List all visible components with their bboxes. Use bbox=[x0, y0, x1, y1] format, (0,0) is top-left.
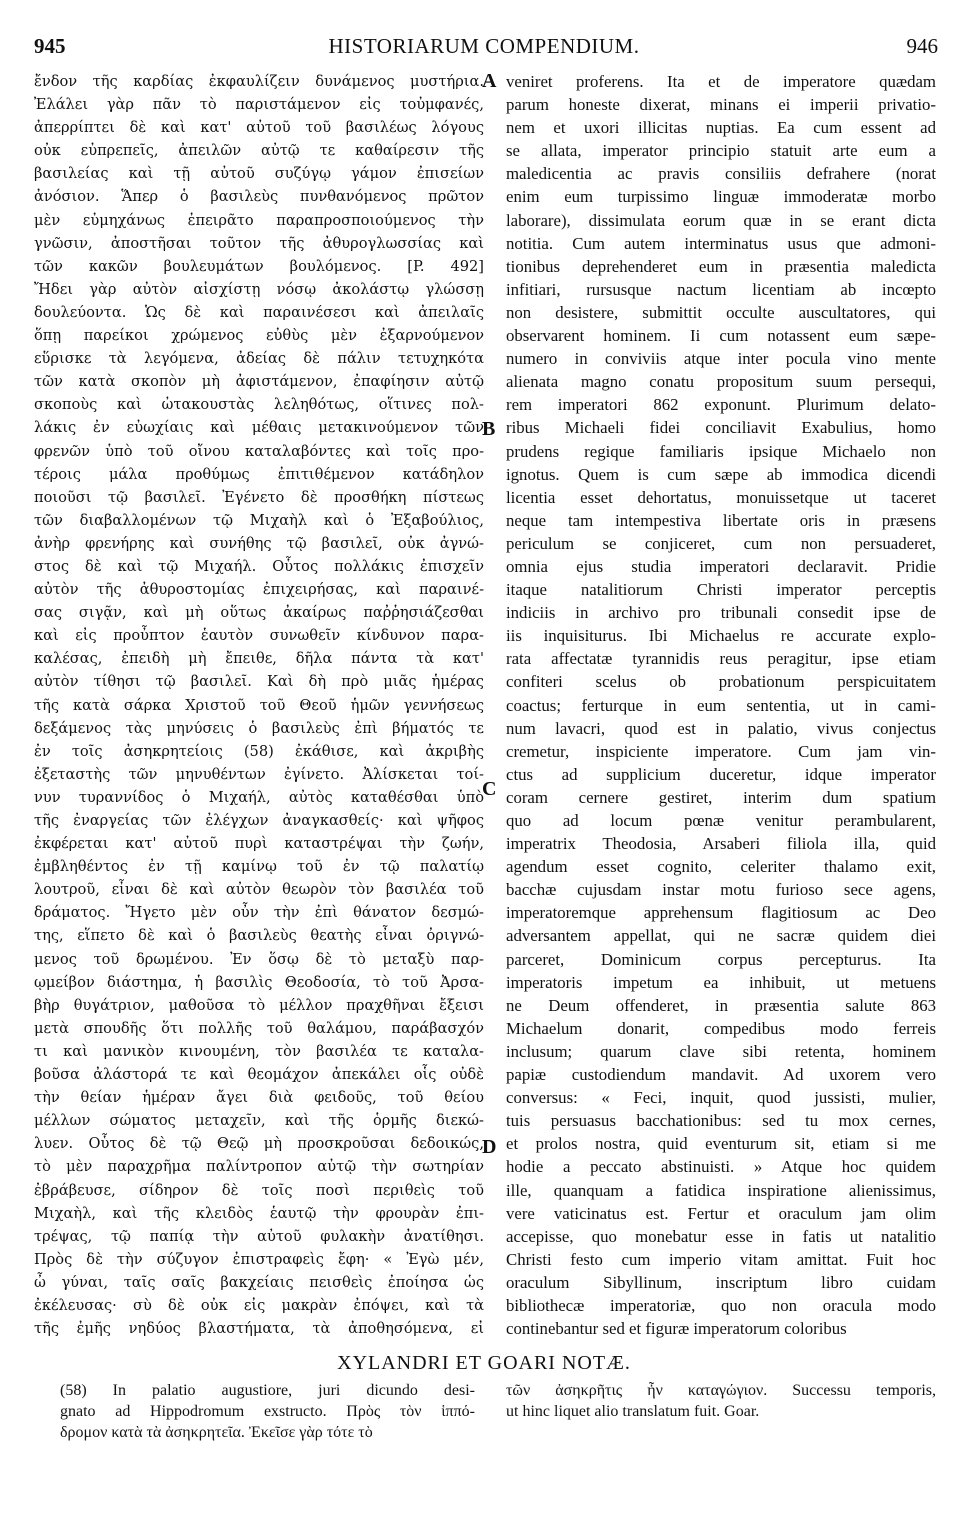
latin-text-line: ribus Michaeli fidei conciliavit Exabulius, homo bbox=[506, 418, 936, 438]
latin-text-line: parceret, Dominicum corpus percepturus. Ita bbox=[506, 949, 936, 969]
note-line: (58) In palatio augustiore, juri dicundo desi- bbox=[60, 1382, 475, 1399]
latin-text-line: laborare), dissimulata eorum quæ in se erant dicta bbox=[506, 210, 936, 230]
greek-text-line: δράματος. Ἤγετο μὲν οὖν τὴν ἐπὶ θάνατον δεσμώ- bbox=[34, 904, 484, 922]
notes-right-column bbox=[506, 1380, 936, 1422]
latin-text-line: papiæ custodiendum mandavit. Ad uxorem vero bbox=[506, 1065, 936, 1085]
latin-text-line: quo ad locum pœnæ venitur perambularent, bbox=[506, 811, 936, 830]
greek-text-line: της, εἵπετο δὲ καὶ ὁ βασιλεὺς θεατὴς εἶναι ὀριγνώ- bbox=[34, 927, 484, 945]
latin-text-line: inclusum; quarum clave sibi retenta, hominem bbox=[506, 1041, 936, 1061]
greek-text-line: ἐβράβευσε, σίδηρον δὲ τοῖς ποσὶ περιθεὶς τοῦ bbox=[34, 1181, 484, 1199]
greek-text-line: Μιχαὴλ, καὶ τῆς κλειδὸς ἑαυτῷ τὴν φρουρὰν ἐπι- bbox=[34, 1204, 484, 1222]
latin-text-line: notitia. Cum autem interminatus usus que admoni- bbox=[506, 233, 936, 253]
greek-text-line: ἀνόσιον. Ἅπερ ὁ βασιλεὺς πυνθανόμενος πρῶτον bbox=[34, 188, 484, 206]
latin-text-line: ne Deum offenderet, in præsentia salute 863 bbox=[506, 995, 936, 1015]
page-header bbox=[30, 34, 938, 64]
greek-text-line: αὐτὸν τίθησι τῷ βασιλεῖ. Καὶ δὴ πρὸ μιᾶς ἡμέρας bbox=[34, 673, 484, 691]
latin-text-line: neque tam intempestiva libertate oris in præsens bbox=[506, 510, 936, 530]
greek-text-line: τι καὶ μανικὸν κινουμένη, τὸν βασιλέα τε καταλα- bbox=[34, 1042, 484, 1060]
latin-text-line: rata affectatæ tyrannidis reus peragitur, ipse etiam bbox=[506, 649, 936, 669]
section-marker-b: B bbox=[482, 418, 496, 440]
greek-text-line: ἀπερρίπτει δὲ καὶ κατ' αὐτοῦ τοῦ βασιλέως λόγους bbox=[34, 119, 484, 137]
latin-text-line: conversus: « Feci, inquit, quod jussisti, mulier, bbox=[506, 1088, 936, 1108]
latin-text-line: Christi festo cum imperio vitam amittat. Fuit hoc bbox=[506, 1249, 936, 1269]
greek-text-line: ἐν τοῖς ἀσηκρητείοις (58) ἐκάθισε, καὶ ἀκριβὴς bbox=[34, 742, 484, 760]
running-title: HISTORIARUM COMPENDIUM. bbox=[328, 34, 640, 58]
latin-text-line: licentia esset dehortatus, monuissetque ut taceret bbox=[506, 487, 936, 507]
greek-text-line: ἐκφέρεται κατ' αὐτοῦ πυρὶ καταστρέψαι τὴν ζωήν, bbox=[34, 835, 484, 853]
greek-text-line: τὴν θείαν ἡμέραν ἄγει διὰ φειδοῦς, τοῦ θείου bbox=[34, 1089, 484, 1107]
greek-text-line: ὅπῃ παρείκοι χρώμενος εὐθὺς μὲν ἐξαρνούμενον bbox=[34, 327, 484, 345]
latin-text-line: prudens regique familiaris ipsique Michaelo non bbox=[506, 441, 936, 461]
latin-text-line: Michaelum donarit, compedibus modo ferreis bbox=[506, 1018, 936, 1038]
greek-text-line: λυεν. Οὗτος δὲ τῷ Θεῷ μὴ προσκροῦσαι δεδοικώς, bbox=[34, 1135, 484, 1153]
latin-text-line: iis inquisiturus. Ibi Michaelus re accurate explo- bbox=[506, 626, 936, 646]
greek-text-line: ἐκέλευσας· σὺ δὲ οὐκ εἰς μακρὰν ἐπόψει, καὶ τὰ bbox=[34, 1296, 484, 1314]
greek-text-line: δεξάμενος τὰς μηνύσεις ὁ βασιλεὺς ἐπὶ βήματός τε bbox=[34, 719, 484, 737]
latin-text-line: num lavacri, quod est in palatio, vivus conjectus bbox=[506, 718, 936, 738]
latin-text-line: ignotus. Quem is cum sæpe ab immodica dicendi bbox=[506, 464, 936, 484]
latin-text-line: accepisse, quo monebatur esse in fatis ut natalitio bbox=[506, 1226, 936, 1246]
greek-text-line: τῶν κατὰ σκοπὸν μὴ ἀφιστάμενον, ἐπαφίησιν αὐτῷ bbox=[34, 373, 484, 391]
latin-text-line: adversantem appellat, qui ne sacræ quidem diei bbox=[506, 926, 936, 946]
latin-text-line: indiciis in archivo pro tribunali consedit ipse de bbox=[506, 603, 936, 623]
greek-text-line: μετὰ σπουδῆς ὅτι πολλῆς τοῦ θαλάμου, παράβασχόν bbox=[34, 1019, 484, 1037]
latin-text-line: bacchæ cujusdam instar motu furioso sece agens, bbox=[506, 880, 936, 900]
note-line: τῶν ἀσηκρῆτις ἦν καταγώγιον. Successu temporis, bbox=[506, 1382, 936, 1399]
greek-text-line: βασιλείας καὶ τῇ αὐτοῦ συζύγῳ γάμον ἐπισείων bbox=[34, 165, 484, 183]
latin-text-line: non desistere, submittit occulte auscultatores, qui bbox=[506, 302, 936, 322]
latin-text-line: vere vaticinatus est. Fertur et oraculum jam olim bbox=[506, 1203, 936, 1223]
greek-text-line: μενος τοῦ δρωμένου. Ἐν ὅσῳ δὲ τὸ μεταξὺ παρ- bbox=[34, 950, 484, 968]
latin-text-line: confiteri scelus ob probationum perspicuitatem bbox=[506, 672, 936, 692]
latin-text-line: tuis persuasus bacchationibus: sed tu mox cernes, bbox=[506, 1111, 936, 1131]
greek-text-line: καὶ εἰς προὖπτον ἑαυτὸν συνωθεῖν κίνδυνον παρα- bbox=[34, 627, 484, 645]
latin-text-line: cremetur, inspiciente imperatore. Cum jam vin- bbox=[506, 741, 936, 761]
latin-text-line: coram cernere gestiret, interim dum spatium bbox=[506, 787, 936, 807]
latin-text-line: oraculum Sibyllinum, inscriptum libro cuidam bbox=[506, 1272, 936, 1292]
greek-text-line: βὴρ θυγάτριον, μαθοῦσα τὸ μέλλον πραχθῆναι ἔξεισι bbox=[34, 996, 484, 1014]
latin-text-line: nem et uxori illicitas nuptias. Ea cum essent ad bbox=[506, 118, 936, 138]
section-marker-c: C bbox=[482, 778, 497, 800]
greek-text-line: τέροις μάλα προθύμως ἐπιτιθέμενον κατάδηλον bbox=[34, 465, 484, 483]
latin-text-line: periculum se conjiceret, cum non persuaderet, bbox=[506, 533, 936, 553]
section-marker-a: A bbox=[482, 70, 497, 92]
greek-text-line: μὲν εὐμηχάνως ἐπειρᾶτο παραπροσποιούμενος τὴν bbox=[34, 211, 484, 229]
latin-text-line: tionibus deprehenderet eum in præsentia maledicta bbox=[506, 256, 936, 276]
latin-text-line: imperatoris impetum ea inhibuit, ut metuens bbox=[506, 972, 936, 992]
latin-text-line: itaque natalitiorum Christi imperator perceptis bbox=[506, 580, 936, 600]
greek-text-line: Ἤδει γὰρ αὐτὸν αἰσχίστῃ νόσῳ ἀκολάστῳ γλώσσῃ bbox=[34, 280, 484, 298]
latin-text-line: ctus ad supplicium duceretur, idque imperator bbox=[506, 764, 936, 784]
greek-text-line: ἐμβληθέντος ἐν τῇ καμίνῳ τοῦ ἐν τῷ παλατίῳ bbox=[34, 858, 484, 876]
greek-text-line: τῶν κακῶν βουλευμάτων βουλόμενος. [P. 492] bbox=[34, 257, 484, 275]
latin-text-line: infitiari, rursusque nactum licentiam ab incœpto bbox=[506, 279, 936, 299]
section-marker-d: D bbox=[482, 1136, 497, 1158]
greek-text-line: τῆς ἐναργείας τῶν ἐλέγχων ἀναγκασθείς· καὶ ψῆφος bbox=[34, 812, 484, 829]
greek-text-line: τρέψας, τῷ παπίᾳ τὴν αὐτοῦ φυλακὴν ἀνατίθησι. bbox=[34, 1227, 484, 1245]
greek-text-line: ὦ γύναι, ταῖς σαῖς βακχείαις πεισθεὶς ἐποίησα ὡς bbox=[34, 1273, 484, 1291]
greek-text-column bbox=[34, 70, 484, 1340]
greek-text-line: ῳμείβον διάστημα, ἡ βασιλὶς Θεοδοσία, τὸ τοῦ Ἀρσα- bbox=[34, 973, 484, 991]
latin-text-line: bibliothecæ imperatoriæ, quo non oracula modo bbox=[506, 1295, 936, 1315]
latin-text-line: imperatoremque apprehensum flagitiosum ac Deo bbox=[506, 903, 936, 923]
latin-text-line: enim eum turpissimo linguæ immoderatæ morbo bbox=[506, 187, 936, 207]
greek-text-line: μέλλων σώματος μεταχεῖν, καὶ τῆς ὁρμῆς διεκώ- bbox=[34, 1112, 484, 1130]
latin-text-line: imperatrix Theodosia, Arsaberi filiola illa, quid bbox=[506, 834, 936, 854]
latin-text-line: maledicentia ac pravis consiliis defrahere (norat bbox=[506, 164, 936, 184]
latin-text-line: veniret proferens. Ita et de imperatore quædam bbox=[506, 72, 936, 91]
greek-text-line: ἀνὴρ φρενήρης καὶ συνήθης τῷ βασιλεῖ, οὐκ ἀγνώ- bbox=[34, 534, 484, 552]
greek-text-line: φρενῶν ὑπὸ τοῦ οἴνου καταλαβόντες καὶ τοῖς προ- bbox=[34, 442, 484, 460]
greek-text-line: τὸ μὲν παραχρῆμα παλίντροπον αὐτῷ τὴν σωτηρίαν bbox=[34, 1158, 484, 1176]
latin-text-line: se allata, imperator principio statuit arte eum a bbox=[506, 141, 936, 161]
greek-text-line: Πρὸς δὲ τὴν σύζυγον ἐπιστραφεὶς ἔφη· « Ἐγὼ μέν, bbox=[34, 1250, 484, 1268]
greek-text-line: βοῦσα ἀλάστορά τε καὶ θεομάχον ἀπεκάλει οἷς οὐδὲ bbox=[34, 1066, 484, 1084]
greek-text-line: εὕρισκε τὰ λεγόμενα, ἀδείας δὲ πάλιν τετυχηκότα bbox=[34, 350, 484, 368]
latin-text-line: alienata magno conatu propositum suum persequi, bbox=[506, 372, 936, 392]
greek-text-line: ἐξεταστὴς τῶν μηνυθέντων ἐγίνετο. Ἀλίσκεται τοί- bbox=[34, 765, 484, 783]
greek-text-line: τῶν διαβαλλομένων τῷ Μιχαὴλ καὶ ὁ Ἐξαβούλιος, bbox=[34, 511, 484, 529]
greek-text-line: τῆς κατὰ σάρκα Χριστοῦ τοῦ Θεοῦ ἡμῶν γεννήσεως bbox=[34, 696, 484, 714]
latin-text-line: numero in conviviis atque inter pocula vino mente bbox=[506, 349, 936, 369]
page-number-right: 946 bbox=[906, 34, 938, 58]
greek-text-line: στος δὲ καὶ τῷ Μιχαήλ. Οὗτος πολλάκις ἐπισχεῖν bbox=[34, 557, 484, 575]
greek-text-line: ἔνδον τῆς καρδίας ἐκφαυλίζειν δυνάμενος μυστήρια. bbox=[34, 73, 484, 90]
latin-text-line: omnia ejus studia imperatori declaravit. Pridie bbox=[506, 556, 936, 576]
greek-text-line: τῆς ἐμῆς νηδύος βλαστήματα, τὰ ἀποθησόμενα, εἰ bbox=[34, 1320, 484, 1338]
greek-text-line: σας σιγᾷν, καὶ μὴ οὕτως ἀκαίρως παῤῥησιάζεσθαι bbox=[34, 604, 484, 622]
latin-text-line: observarent hominem. Ii cum notassent eum sæpe- bbox=[506, 326, 936, 346]
latin-text-column bbox=[506, 70, 936, 1340]
greek-text-line: αὐτὸν τῆς ἀθυροστομίας ἐπιχειρήσας, καὶ παραινέ- bbox=[34, 581, 484, 599]
page-number-left: 945 bbox=[34, 34, 66, 58]
latin-text-line: ille, quanquam a fatidica inspiratione alienissimus, bbox=[506, 1180, 936, 1200]
notes-title: XYLANDRI ET GOARI NOTÆ. bbox=[337, 1352, 631, 1374]
latin-text-line: parum honeste dixerat, minans ei imperii privatio- bbox=[506, 95, 936, 115]
note-line: ut hinc liquet alio translatum fuit. Goar. bbox=[506, 1403, 760, 1420]
greek-text-line: λουτροῦ, εἶναι δὲ καὶ αὐτὸν θεωρὸν τὸν βασιλέα τοῦ bbox=[34, 881, 484, 899]
greek-text-line: Ἐλάλει γὰρ πᾶν τὸ παριστάμενον εἰς τοὐμφανές, bbox=[34, 96, 484, 114]
notes-left-column bbox=[60, 1380, 475, 1443]
latin-text-line: continebantur sed et figuræ imperatorum coloribus bbox=[506, 1319, 847, 1339]
latin-text-line: et prolos nostra, quid eventurum sit, etiam si me bbox=[506, 1134, 936, 1154]
latin-text-line: rem imperatori 862 exponunt. Plurimum delato- bbox=[506, 395, 936, 415]
latin-text-line: agendum esset cognito, celeriter thalamo exit, bbox=[506, 857, 936, 877]
greek-text-line: σκοποὺς καὶ ὠτακουστὰς λεληθότως, οἵτινες πολ- bbox=[34, 396, 484, 414]
note-line: gnato ad Hippodromum exstructo. Πρὸς τὸν ἱππό- bbox=[60, 1403, 475, 1420]
greek-text-line: καλέσας, ἐπειδὴ μὴ ἔπειθε, δῆλα πάντα τὰ κατ' bbox=[34, 650, 484, 668]
latin-text-line: hodie a peccato abstinuisti. » Atque hoc quidem bbox=[506, 1157, 936, 1177]
greek-text-line: οὐκ εὐπρεπεῖς, ἀπειλῶν αὐτῷ τε καθαίρεσιν τῆς bbox=[34, 142, 484, 160]
greek-text-line: λάκις ἐν εὐωχίαις καὶ μέθαις μετακινούμενον τῶν bbox=[34, 419, 484, 437]
note-line: δρομον κατὰ τὰ ἀσηκρητεῖα. Ἐκεῖσε γὰρ τότε τὸ bbox=[60, 1424, 373, 1441]
latin-text-line: coactus; ferturque in eum sententia, ut in cami- bbox=[506, 695, 936, 715]
greek-text-line: γνῶσιν, ἀποστῆσαι τοῦτον τῆς ἀθυρογλωσσίας καὶ bbox=[34, 234, 484, 252]
greek-text-line: δουλεύοντα. Ὡς δὲ καὶ παραινέσεσι καὶ ἀπειλαῖς bbox=[34, 303, 484, 321]
greek-text-line: ποιοῦσι τῷ βασιλεῖ. Ἐγένετο δὲ προσθήκη πίστεως bbox=[34, 488, 484, 506]
greek-text-line: νυν τυραννίδος ὁ Μιχαήλ, αὐτὸς καταθέσθαι ὑπὸ bbox=[34, 788, 484, 806]
